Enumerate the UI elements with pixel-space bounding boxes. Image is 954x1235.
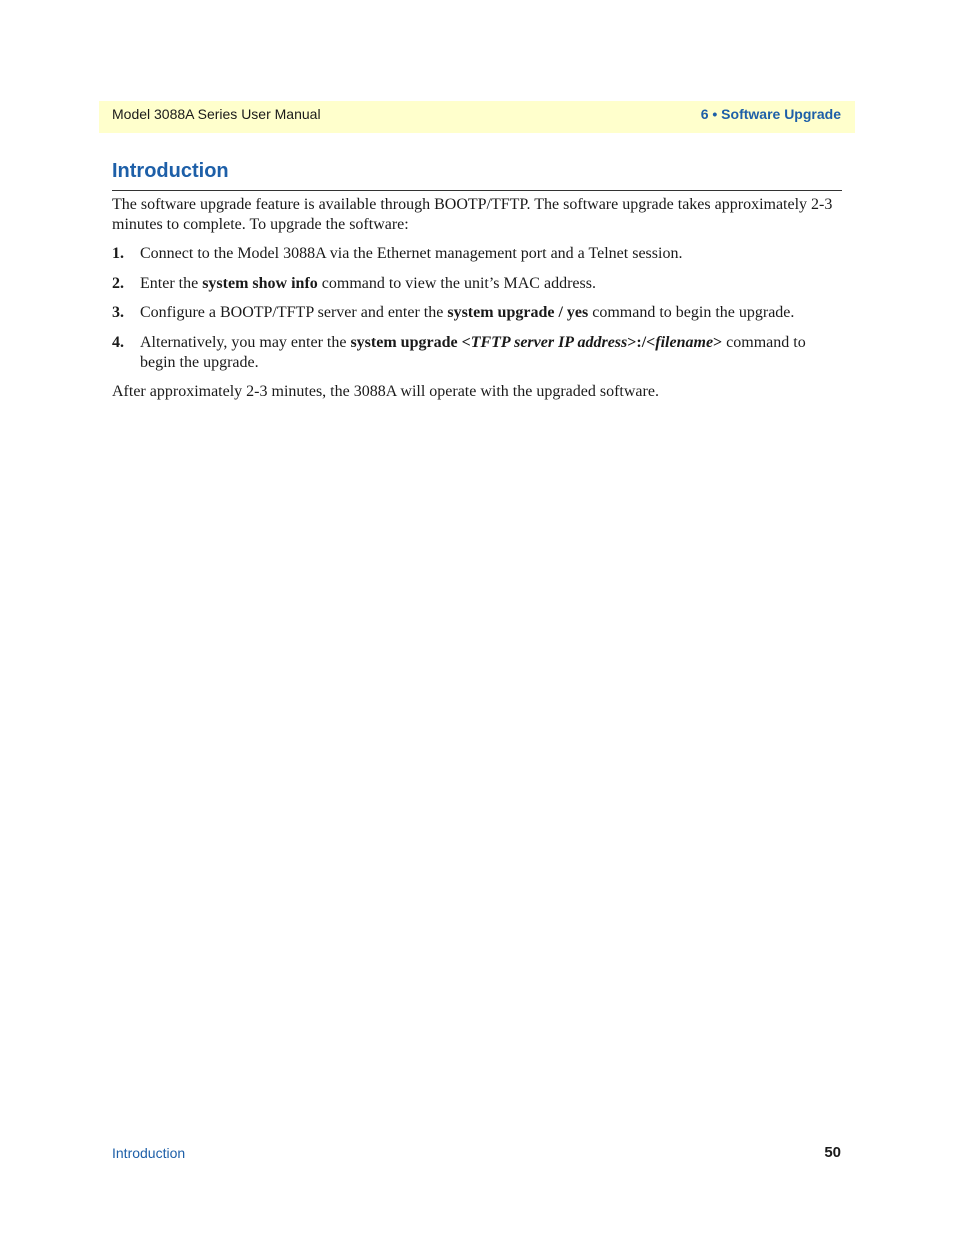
command-separator: >:/< xyxy=(627,333,656,351)
command-bracket: > xyxy=(713,333,723,351)
footer-section-name: Introduction xyxy=(112,1145,186,1161)
section-rule xyxy=(112,190,842,191)
page-number: 50 xyxy=(824,1144,841,1161)
section-title: Introduction xyxy=(112,160,229,182)
step-number: 3. xyxy=(112,304,124,321)
step-text-post: command to begin the upgrade. xyxy=(140,333,806,371)
step-text-pre: Configure a BOOTP/TFTP server and enter the xyxy=(140,304,448,321)
step-2 xyxy=(112,274,842,294)
upgrade-steps-list xyxy=(112,244,842,382)
step-4 xyxy=(112,333,842,373)
step-text-pre: Enter the xyxy=(140,274,203,292)
command-text: yes xyxy=(566,304,589,321)
step-number: 4. xyxy=(112,333,124,351)
command-text: system upgrade xyxy=(447,304,555,321)
intro-paragraph: The software upgrade feature is available through BOOTP/TFTP. The software upgrade takes approximately 2-3 minutes to complete. To upgrade the software: xyxy=(112,196,833,233)
step-text-pre: Alternatively, you may enter the xyxy=(140,333,351,351)
command-bracket: < xyxy=(457,333,471,351)
step-number: 1. xyxy=(112,245,124,262)
step-text-post: command to begin the upgrade. xyxy=(588,304,795,321)
step-text-post: command to view the unit’s MAC address. xyxy=(317,274,596,292)
manual-title: Model 3088A Series User Manual xyxy=(112,106,321,122)
step-1 xyxy=(112,244,842,264)
step-3 xyxy=(112,303,842,323)
chapter-title: 6 • Software Upgrade xyxy=(700,106,841,122)
command-argument: filename xyxy=(655,333,714,351)
command-separator: / xyxy=(554,304,567,321)
command-text: system upgrade xyxy=(350,333,458,351)
step-text: Connect to the Model 3088A via the Ethernet management port and a Telnet session. xyxy=(140,245,683,262)
step-number: 2. xyxy=(112,274,124,292)
command-text: system show info xyxy=(202,274,318,292)
command-argument: TFTP server IP address xyxy=(470,333,628,351)
outro-paragraph: After approximately 2-3 minutes, the 3088A will operate with the upgraded software. xyxy=(112,383,659,400)
